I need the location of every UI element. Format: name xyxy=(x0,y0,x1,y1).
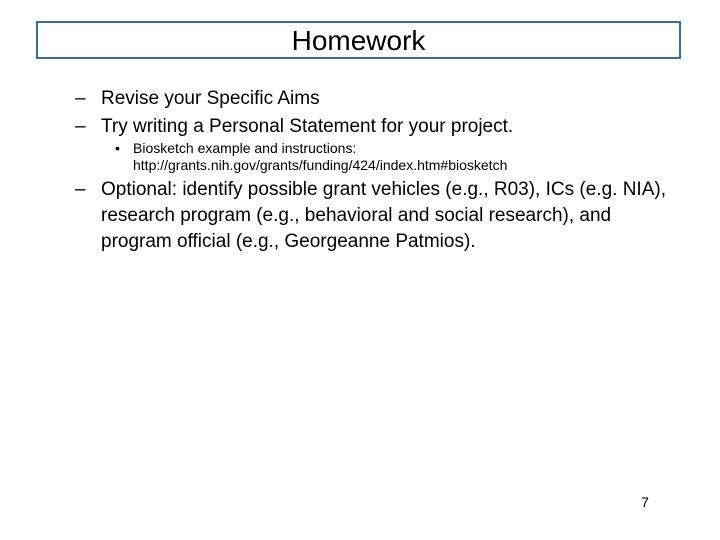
title-box xyxy=(36,21,681,59)
sub-bullet-text xyxy=(133,140,507,174)
bullet-text: Try writing a Personal Statement for your project. xyxy=(101,116,514,137)
biosketch-link[interactable]: http://grants.nih.gov/grants/funding/424/index.htm#biosketch xyxy=(133,157,508,173)
sub-bullet-marker: • xyxy=(115,140,120,156)
bullet-text: Optional: identify possible grant vehicles (e.g., R03), ICs (e.g. NIA), research program (e.g., behavioral and social research), and program official (e.g., Georgeanne Patmios). xyxy=(101,179,666,252)
sub-bullet-line1: Biosketch example and instructions: xyxy=(133,140,357,156)
bullet-marker: – xyxy=(75,88,86,109)
page-number: 7 xyxy=(641,494,649,510)
slide-title: Homework xyxy=(291,25,426,56)
bullet-text: Revise your Specific Aims xyxy=(101,88,320,109)
bullet-marker: – xyxy=(75,179,86,200)
bullet-marker: – xyxy=(75,116,86,137)
